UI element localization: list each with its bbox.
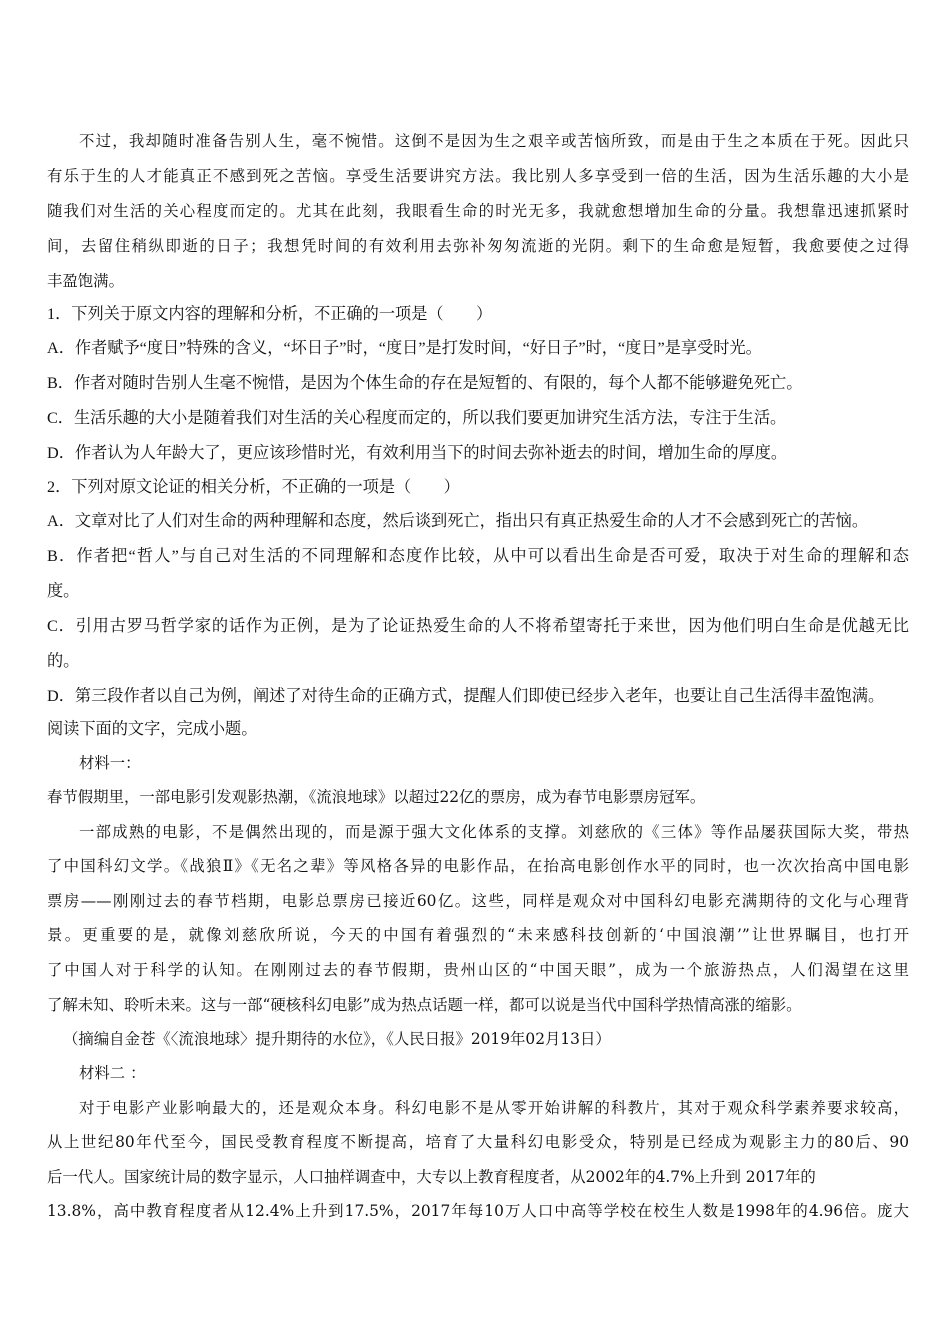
material-one-source: （摘编自金苍《〈流浪地球〉提升期待的水位》，《人民日报》2019年02月13日） bbox=[63, 1030, 611, 1048]
material-one-line5: 景。更重要的是，就像刘慈欣所说，今天的中国有着强烈的“未来感科技创新的‘中国浪潮’”让世界瞩目，也打开 bbox=[47, 926, 909, 944]
question-2-option-c: C．引用古罗马哲学家的话作为正例，是为了论证热爱生命的人不将希望寄托于来世，因为他们明白生命是优越无比 bbox=[47, 617, 909, 635]
question-2-option-b: B．作者把“哲人”与自己对生活的不同理解和态度作比较，从中可以看出生命是否可爱，取决于对生命的理解和态 bbox=[47, 547, 909, 565]
material-two-line4: 13.8%，高中教育程度者从12.4%上升到17.5%，2017年每10万人口中高等学校在校生人数是1998年的4.96倍。庞大 bbox=[47, 1202, 909, 1220]
question-2-stem: 2．下列对原文论证的相关分析，不正确的一项是（ ） bbox=[47, 478, 460, 496]
question-1-option-c: C．生活乐趣的大小是随着我们对生活的关心程度而定的，所以我们要更加讲究生活方法，专注于生活。 bbox=[47, 409, 787, 427]
para1-line3: 随我们对生活的关心程度而定的。尤其在此刻，我眼看生命的时光无多，我就愈想增加生命的分量。我想靠迅速抓紧时 bbox=[47, 202, 909, 220]
material-one-line2: 一部成熟的电影，不是偶然出现的，而是源于强大文化体系的支撑。刘慈欣的《三体》等作品屡获国际大奖，带热 bbox=[79, 823, 909, 841]
material-two-line2: 从上世纪80年代至今，国民受教育程度不断提高，培育了大量科幻电影受众，特别是已经成为观影主力的80后、90 bbox=[47, 1133, 909, 1151]
para1-line1: 不过，我却随时准备告别人生，毫不惋惜。这倒不是因为生之艰辛或苦恼所致，而是由于生之本质在于死。因此只 bbox=[79, 132, 909, 150]
question-1-option-b: B．作者对随时告别人生毫不惋惜，是因为个体生命的存在是短暂的、有限的，每个人都不能够避免死亡。 bbox=[47, 374, 803, 392]
question-1-option-a: A．作者赋予“度日”特殊的含义，“坏日子”时，“度日”是打发时间，“好日子”时，“度日”是享受时光。 bbox=[47, 339, 762, 357]
question-1-stem: 1．下列关于原文内容的理解和分析，不正确的一项是（ ） bbox=[47, 305, 493, 323]
para1-line4: 间，去留住稍纵即逝的日子；我想凭时间的有效利用去弥补匆匆流逝的光阴。剩下的生命愈是短暂，我愈要使之过得 bbox=[47, 237, 909, 255]
question-2-option-a: A．文章对比了人们对生命的两种理解和态度，然后谈到死亡，指出只有真正热爱生命的人才不会感到死亡的苦恼。 bbox=[47, 512, 869, 530]
material-two-line1: 对于电影产业影响最大的，还是观众本身。科幻电影不是从零开始讲解的科教片，其对于观众科学素养要求较高， bbox=[79, 1099, 909, 1117]
reading-instruction: 阅读下面的文字，完成小题。 bbox=[47, 720, 258, 738]
material-one-line6: 了中国人对于科学的认知。在刚刚过去的春节假期，贵州山区的“中国天眼”，成为一个旅游热点，人们渴望在这里 bbox=[47, 961, 909, 979]
material-one-line1: 春节假期里，一部电影引发观影热潮，《流浪地球》以超过22亿的票房，成为春节电影票房冠军。 bbox=[47, 788, 706, 806]
material-one-line7: 了解未知、聆听未来。这与一部“硬核科幻电影”成为热点话题一样，都可以说是当代中国科学热情高涨的缩影。 bbox=[47, 996, 802, 1014]
question-2-option-d: D．第三段作者以自己为例，阐述了对待生命的正确方式，提醒人们即使已经步入老年，也要让自己生活得丰盈饱满。 bbox=[47, 687, 885, 705]
material-one-line4: 票房——刚刚过去的春节档期，电影总票房已接近60亿。这些，同样是观众对中国科幻电影充满期待的文化与心理背 bbox=[47, 892, 909, 910]
para1-line2: 有乐于生的人才能真正不感到死之苦恼。享受生活要讲究方法。我比别人多享受到一倍的生活，因为生活乐趣的大小是 bbox=[47, 167, 909, 185]
question-1-option-d: D．作者认为人年龄大了，更应该珍惜时光，有效利用当下的时间去弥补逝去的时间，增加生命的厚度。 bbox=[47, 444, 788, 462]
material-two-line3: 后一代人。国家统计局的数字显示，人口抽样调查中，大专以上教育程度者，从2002年的4.7%上升到 2017年的 bbox=[47, 1168, 816, 1186]
question-2-option-b-cont: 度。 bbox=[47, 582, 80, 600]
material-two-heading: 材料二 ： bbox=[79, 1064, 146, 1082]
material-one-line3: 了中国科幻文学。《战狼Ⅱ》《无名之辈》等风格各异的电影作品，在抬高电影创作水平的同时，也一次次抬高中国电影 bbox=[47, 857, 909, 875]
material-one-heading: 材料一： bbox=[79, 754, 141, 772]
para1-line5: 丰盈饱满。 bbox=[47, 272, 124, 290]
question-2-option-c-cont: 的。 bbox=[47, 652, 80, 670]
